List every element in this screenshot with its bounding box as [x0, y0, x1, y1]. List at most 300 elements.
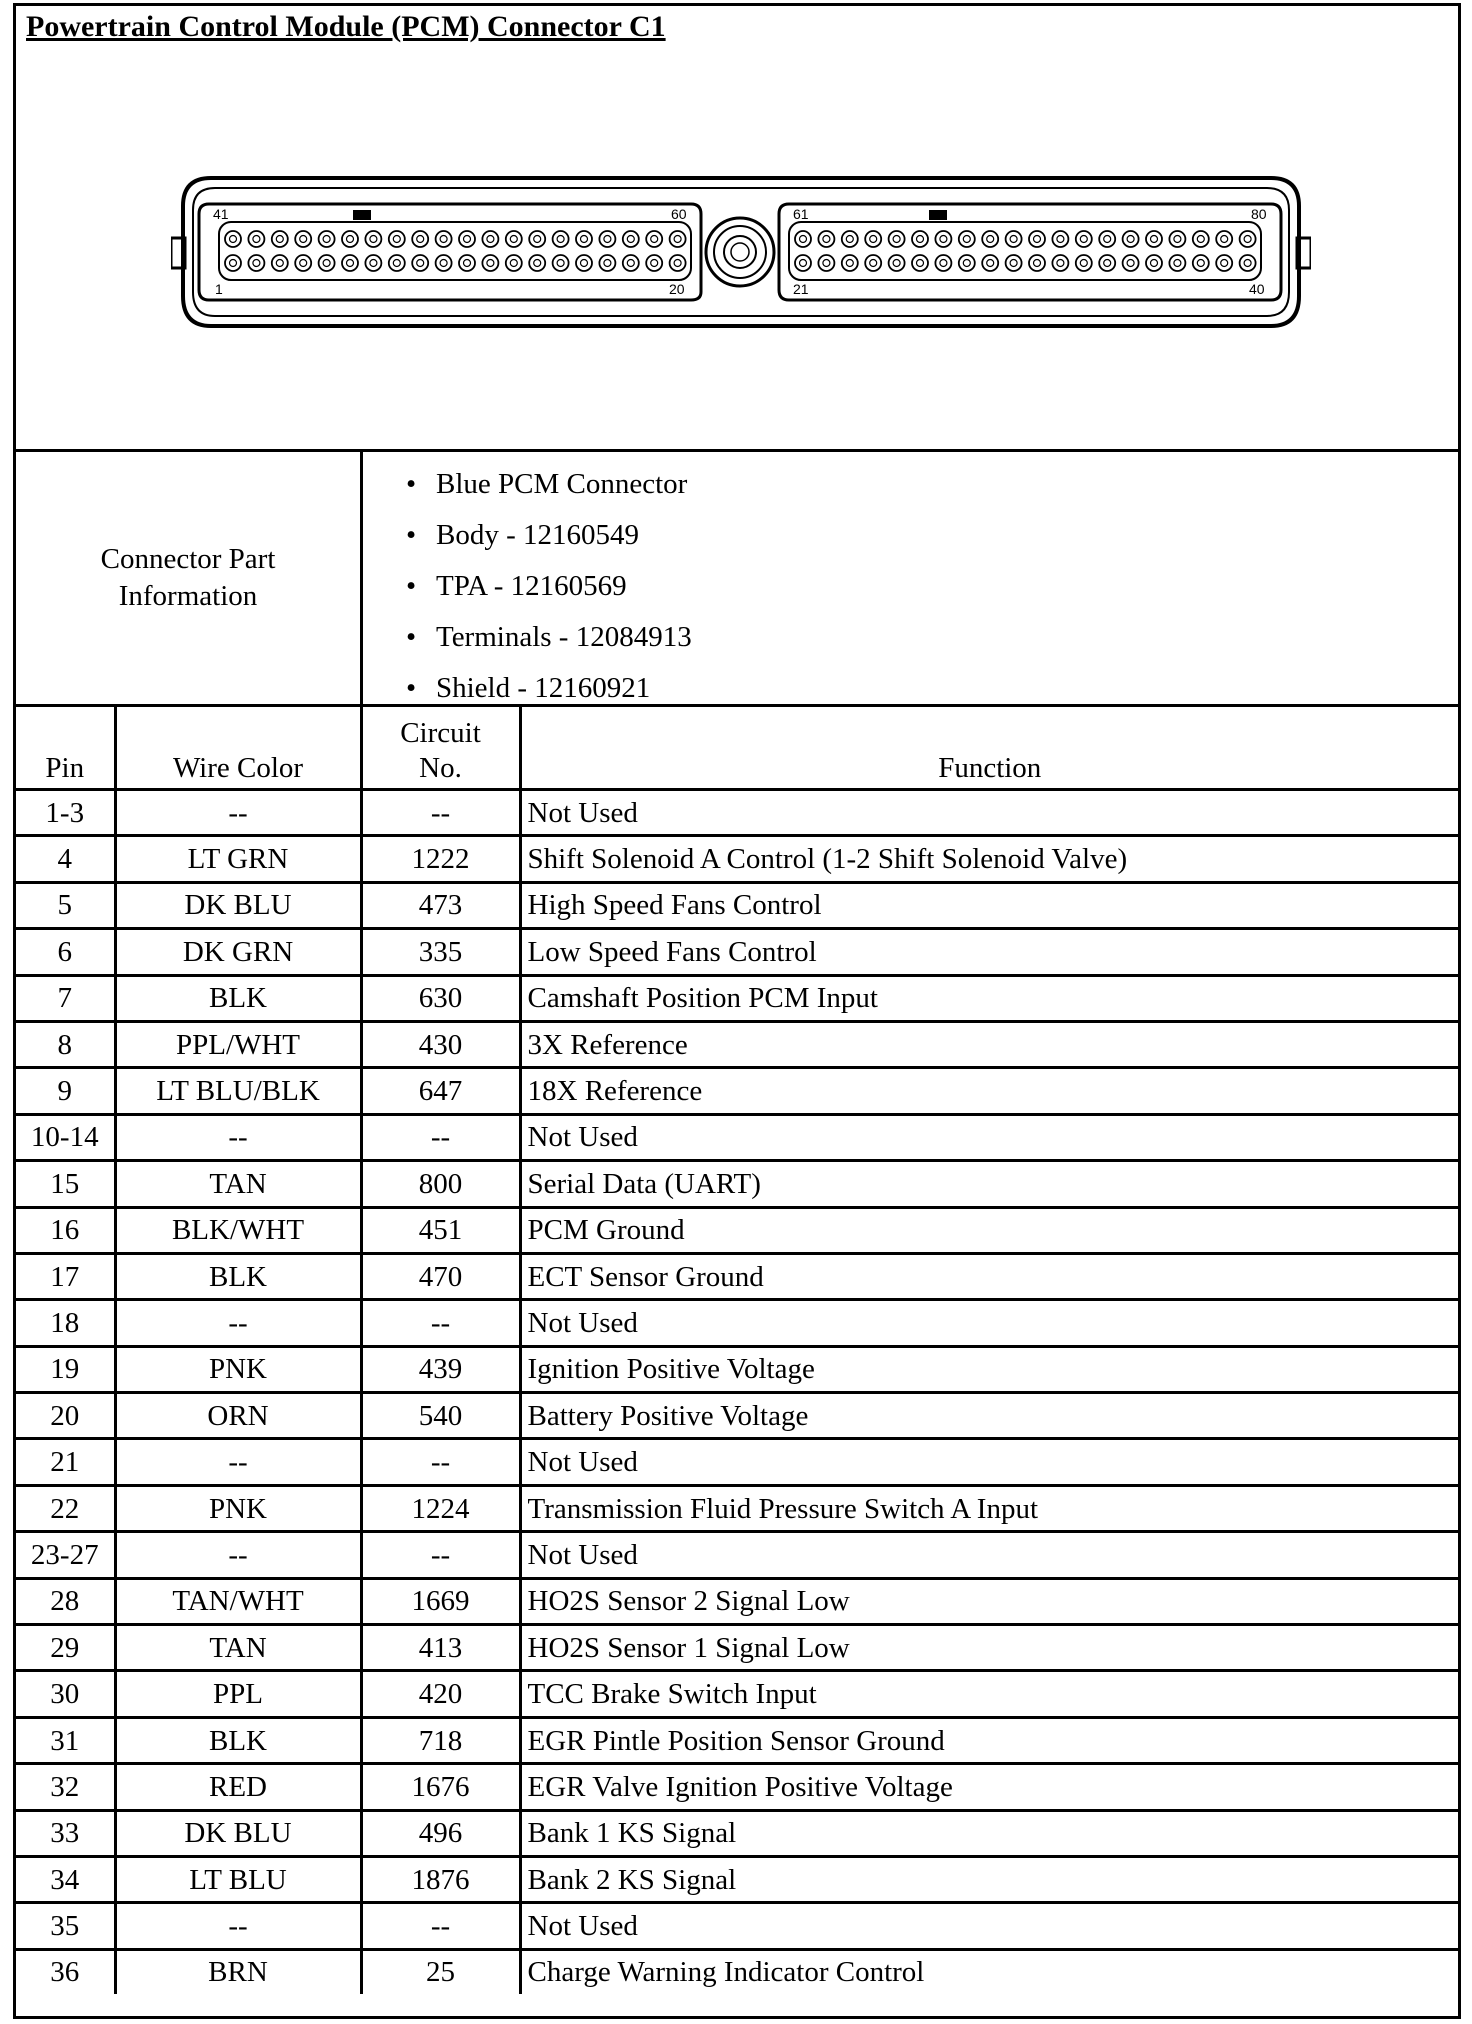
cell-circuit-no: -- [361, 1300, 520, 1346]
cell-function: Low Speed Fans Control [520, 929, 1458, 975]
right-pin-hole [959, 255, 975, 271]
cell-wire-color: -- [115, 790, 361, 836]
cell-function: EGR Pintle Position Sensor Ground [520, 1717, 1458, 1763]
cell-circuit-no: -- [361, 1532, 520, 1578]
left-pin-hole [248, 231, 264, 247]
right-pin-hole [982, 255, 998, 271]
cell-wire-color: BLK [115, 975, 361, 1021]
right-pin-contact [846, 260, 853, 267]
table-row [16, 1021, 1458, 1067]
cell-circuit-no: 473 [361, 882, 520, 928]
table-row [16, 1625, 1458, 1671]
table-row [16, 1903, 1458, 1949]
page-title: Powertrain Control Module (PCM) Connector C1 [26, 10, 666, 43]
header-wire-color: Wire Color [115, 707, 361, 790]
cell-wire-color: TAN [115, 1625, 361, 1671]
cell-pin: 8 [16, 1021, 115, 1067]
left-pin-hole [365, 255, 381, 271]
cell-pin: 4 [16, 836, 115, 882]
right-pin-contact [800, 260, 807, 267]
pinout-table [16, 707, 1458, 1994]
cell-wire-color: TAN/WHT [115, 1578, 361, 1624]
cell-function: HO2S Sensor 2 Signal Low [520, 1578, 1458, 1624]
left-pin-contact [627, 236, 634, 243]
left-pin-contact [627, 260, 634, 267]
right-pin-hole [818, 231, 834, 247]
right-pin-contact [1010, 260, 1017, 267]
right-pin-contact [963, 260, 970, 267]
left-pin-hole [342, 231, 358, 247]
right-pin-hole [842, 255, 858, 271]
right-pin-contact [870, 236, 877, 243]
left-pin-contact [581, 260, 588, 267]
table-row [16, 975, 1458, 1021]
cell-pin: 34 [16, 1856, 115, 1902]
right-pin-contact [870, 260, 877, 267]
left-pin-contact [510, 236, 517, 243]
left-pin-hole [576, 231, 592, 247]
right-pin-hole [842, 231, 858, 247]
cell-wire-color: -- [115, 1532, 361, 1578]
right-pin-hole [1169, 255, 1185, 271]
cell-wire-color: -- [115, 1114, 361, 1160]
table-row [16, 1949, 1458, 1994]
left-pin-hole [670, 255, 686, 271]
cell-wire-color: -- [115, 1903, 361, 1949]
cell-function: Camshaft Position PCM Input [520, 975, 1458, 1021]
right-pin-contact [1197, 236, 1204, 243]
right-pin-hole [1076, 231, 1092, 247]
cell-wire-color: BLK/WHT [115, 1207, 361, 1253]
table-row [16, 1578, 1458, 1624]
right-pin-contact [1174, 236, 1181, 243]
cell-pin: 6 [16, 929, 115, 975]
left-pin-contact [557, 236, 564, 243]
left-pin-contact [276, 260, 283, 267]
left-pin-contact [604, 236, 611, 243]
left-pin-contact [347, 236, 354, 243]
right-pin-hole [1123, 231, 1139, 247]
left-pin-hole [459, 255, 475, 271]
left-pin-block [199, 204, 701, 300]
left-pin-contact [417, 260, 424, 267]
left-pin-contact [464, 260, 471, 267]
cell-circuit-no: 630 [361, 975, 520, 1021]
right-pin-contact [987, 260, 994, 267]
cell-pin: 5 [16, 882, 115, 928]
cell-wire-color: PPL/WHT [115, 1021, 361, 1067]
table-row [16, 1068, 1458, 1114]
cell-function: TCC Brake Switch Input [520, 1671, 1458, 1717]
right-pin-hole [982, 231, 998, 247]
table-row [16, 836, 1458, 882]
pin-label-20: 20 [669, 281, 685, 297]
pin-label-21: 21 [793, 281, 809, 297]
cell-wire-color: LT BLU [115, 1856, 361, 1902]
cell-pin: 10-14 [16, 1114, 115, 1160]
cell-pin: 19 [16, 1346, 115, 1392]
cell-pin: 9 [16, 1068, 115, 1114]
table-row [16, 1346, 1458, 1392]
left-pin-contact [557, 260, 564, 267]
table-row [16, 929, 1458, 975]
cell-function: Serial Data (UART) [520, 1161, 1458, 1207]
left-pin-contact [323, 260, 330, 267]
right-pin-hole [1193, 255, 1209, 271]
table-row [16, 790, 1458, 836]
right-pin-contact [823, 236, 830, 243]
cell-circuit-no: -- [361, 1903, 520, 1949]
cell-pin: 29 [16, 1625, 115, 1671]
table-row [16, 1207, 1458, 1253]
table-row [16, 1856, 1458, 1902]
cell-pin: 28 [16, 1578, 115, 1624]
right-pin-contact [963, 236, 970, 243]
right-pin-hole [1076, 255, 1092, 271]
left-pin-hole [389, 231, 405, 247]
right-pin-contact [1221, 236, 1228, 243]
cell-function: Not Used [520, 1300, 1458, 1346]
cell-circuit-no: 335 [361, 929, 520, 975]
cell-function: 3X Reference [520, 1021, 1458, 1067]
table-row [16, 1253, 1458, 1299]
table-row [16, 1532, 1458, 1578]
cell-function: Not Used [520, 1114, 1458, 1160]
cell-wire-color: RED [115, 1764, 361, 1810]
cell-wire-color: BLK [115, 1717, 361, 1763]
right-pin-hole [889, 231, 905, 247]
left-pin-hole [506, 255, 522, 271]
right-pin-hole [818, 255, 834, 271]
cell-circuit-no: 25 [361, 1949, 520, 1994]
cell-pin: 20 [16, 1393, 115, 1439]
left-pin-contact [276, 236, 283, 243]
cell-function: Not Used [520, 1532, 1458, 1578]
right-pin-contact [1057, 236, 1064, 243]
left-pin-hole [272, 255, 288, 271]
right-pin-contact [987, 236, 994, 243]
right-pin-contact [1244, 260, 1251, 267]
cell-pin: 1-3 [16, 790, 115, 836]
left-pin-hole [365, 231, 381, 247]
table-header-row [16, 707, 1458, 790]
cell-circuit-no: -- [361, 790, 520, 836]
table-row [16, 1439, 1458, 1485]
right-pin-hole [1240, 231, 1256, 247]
part-info-label: Connector Part Information [100, 543, 276, 612]
left-pin-hole [599, 231, 615, 247]
table-row [16, 1161, 1458, 1207]
left-pin-contact [534, 260, 541, 267]
left-pin-hole [459, 231, 475, 247]
right-pin-hole [1006, 255, 1022, 271]
cell-wire-color: -- [115, 1300, 361, 1346]
cell-circuit-no: 1876 [361, 1856, 520, 1902]
cell-function: Bank 1 KS Signal [520, 1810, 1458, 1856]
left-pin-contact [393, 260, 400, 267]
left-pin-contact [300, 236, 307, 243]
cell-circuit-no: -- [361, 1439, 520, 1485]
right-pin-hole [959, 231, 975, 247]
right-pin-contact [1244, 236, 1251, 243]
right-pin-contact [940, 236, 947, 243]
cell-function: ECT Sensor Ground [520, 1253, 1458, 1299]
part-info-item: • TPA - 12160569 [406, 566, 692, 617]
cell-circuit-no: 420 [361, 1671, 520, 1717]
right-pin-contact [800, 236, 807, 243]
cell-function: High Speed Fans Control [520, 882, 1458, 928]
pin-label-61: 61 [793, 206, 809, 222]
right-pin-contact [1104, 236, 1111, 243]
right-pin-hole [865, 255, 881, 271]
right-pin-contact [823, 260, 830, 267]
left-pin-hole [599, 255, 615, 271]
left-pin-hole [389, 255, 405, 271]
left-pin-contact [230, 236, 237, 243]
right-pin-hole [912, 255, 928, 271]
table-row [16, 1485, 1458, 1531]
right-pin-hole [935, 231, 951, 247]
right-pin-hole [1052, 255, 1068, 271]
right-pin-contact [1080, 260, 1087, 267]
cell-function: PCM Ground [520, 1207, 1458, 1253]
cell-function: 18X Reference [520, 1068, 1458, 1114]
left-pin-contact [347, 260, 354, 267]
left-pin-hole [623, 231, 639, 247]
cell-function: HO2S Sensor 1 Signal Low [520, 1625, 1458, 1671]
left-pin-contact [370, 236, 377, 243]
right-pin-contact [1221, 260, 1228, 267]
pin-label-41: 41 [213, 206, 229, 222]
part-info-item: • Body - 12160549 [406, 515, 692, 566]
cell-pin: 35 [16, 1903, 115, 1949]
cell-wire-color: LT GRN [115, 836, 361, 882]
right-pin-contact [940, 260, 947, 267]
left-pin-hole [412, 255, 428, 271]
cell-pin: 17 [16, 1253, 115, 1299]
connector-part-info-section [16, 452, 1458, 707]
cell-circuit-no: 647 [361, 1068, 520, 1114]
title-section [16, 6, 1458, 452]
right-pin-contact [1080, 236, 1087, 243]
cell-function: Transmission Fluid Pressure Switch A Input [520, 1485, 1458, 1531]
cell-pin: 36 [16, 1949, 115, 1994]
pin-label-40: 40 [1249, 281, 1265, 297]
cell-pin: 21 [16, 1439, 115, 1485]
left-pin-contact [253, 260, 260, 267]
table-row [16, 1671, 1458, 1717]
cell-pin: 7 [16, 975, 115, 1021]
pin-label-80: 80 [1251, 206, 1267, 222]
left-pin-hole [319, 255, 335, 271]
left-pin-hole [529, 231, 545, 247]
left-pin-array [225, 231, 686, 271]
cell-function: EGR Valve Ignition Positive Voltage [520, 1764, 1458, 1810]
part-info-item: • Shield - 12160921 [406, 668, 692, 719]
right-pin-contact [1151, 236, 1158, 243]
left-pin-hole [529, 255, 545, 271]
right-pin-hole [1029, 255, 1045, 271]
left-pin-hole [482, 231, 498, 247]
left-pin-contact [440, 236, 447, 243]
right-pin-hole [1216, 231, 1232, 247]
right-pin-hole [1099, 231, 1115, 247]
cell-circuit-no: 413 [361, 1625, 520, 1671]
cell-pin: 31 [16, 1717, 115, 1763]
left-pin-hole [436, 231, 452, 247]
cell-circuit-no: 496 [361, 1810, 520, 1856]
cell-function: Charge Warning Indicator Control [520, 1949, 1458, 1994]
jack-screw-inner [724, 236, 756, 268]
right-pin-hole [1169, 231, 1185, 247]
left-pin-contact [464, 236, 471, 243]
left-pin-hole [295, 231, 311, 247]
connector-diagram [171, 166, 1311, 336]
right-pin-hole [1216, 255, 1232, 271]
right-pin-contact [917, 236, 924, 243]
cell-pin: 33 [16, 1810, 115, 1856]
left-pin-contact [417, 236, 424, 243]
right-pin-contact [1174, 260, 1181, 267]
left-pin-contact [581, 236, 588, 243]
cell-circuit-no: 1222 [361, 836, 520, 882]
right-pin-contact [1197, 260, 1204, 267]
right-pin-hole [1099, 255, 1115, 271]
right-pin-hole [889, 255, 905, 271]
part-info-label-cell [16, 452, 363, 704]
left-pin-contact [651, 236, 658, 243]
table-row [16, 882, 1458, 928]
cell-wire-color: BRN [115, 1949, 361, 1994]
right-pin-hole [1146, 231, 1162, 247]
left-pin-contact [440, 260, 447, 267]
left-pin-hole [576, 255, 592, 271]
left-pin-hole [506, 231, 522, 247]
cell-wire-color: BLK [115, 1253, 361, 1299]
right-pin-hole [1052, 231, 1068, 247]
cell-function: Not Used [520, 1903, 1458, 1949]
right-pin-block [779, 204, 1281, 300]
right-pin-contact [1034, 260, 1041, 267]
left-pin-hole [319, 231, 335, 247]
cell-pin: 16 [16, 1207, 115, 1253]
right-pin-hole [1240, 255, 1256, 271]
left-pin-contact [253, 236, 260, 243]
left-pin-hole [670, 231, 686, 247]
cell-pin: 22 [16, 1485, 115, 1531]
left-pin-contact [487, 236, 494, 243]
cell-wire-color: DK BLU [115, 1810, 361, 1856]
cell-pin: 15 [16, 1161, 115, 1207]
right-pin-hole [1193, 231, 1209, 247]
left-pin-contact [510, 260, 517, 267]
left-pin-hole [623, 255, 639, 271]
part-info-list [406, 464, 692, 719]
part-info-item: • Blue PCM Connector [406, 464, 692, 515]
right-pin-hole [1146, 255, 1162, 271]
cell-wire-color: PNK [115, 1485, 361, 1531]
table-row [16, 1114, 1458, 1160]
right-pin-hole [1123, 255, 1139, 271]
right-pin-contact [846, 236, 853, 243]
header-pin: Pin [16, 707, 115, 790]
cell-function: Shift Solenoid A Control (1-2 Shift Solenoid Valve) [520, 836, 1458, 882]
cell-circuit-no: -- [361, 1114, 520, 1160]
jack-screw-middle [714, 226, 766, 278]
table-row [16, 1393, 1458, 1439]
left-pin-hole [248, 255, 264, 271]
right-pin-contact [1057, 260, 1064, 267]
table-row [16, 1810, 1458, 1856]
left-pin-hole [342, 255, 358, 271]
table-row [16, 1300, 1458, 1346]
left-pin-hole [482, 255, 498, 271]
left-pin-hole [225, 255, 241, 271]
left-pin-contact [651, 260, 658, 267]
cell-circuit-no: 540 [361, 1393, 520, 1439]
right-pin-contact [1127, 260, 1134, 267]
left-pin-hole [553, 231, 569, 247]
right-pin-hole [795, 255, 811, 271]
right-pin-contact [1127, 236, 1134, 243]
right-pin-array [795, 231, 1256, 271]
cell-wire-color: ORN [115, 1393, 361, 1439]
cell-pin: 18 [16, 1300, 115, 1346]
left-pin-field [219, 222, 691, 280]
cell-circuit-no: 1669 [361, 1578, 520, 1624]
left-pin-hole [225, 231, 241, 247]
table-row [16, 1717, 1458, 1763]
document-sheet [13, 3, 1461, 2019]
right-pin-hole [912, 231, 928, 247]
cell-function: Battery Positive Voltage [520, 1393, 1458, 1439]
left-pin-hole [272, 231, 288, 247]
right-pin-contact [917, 260, 924, 267]
left-pin-contact [230, 260, 237, 267]
jack-screw-core [731, 243, 749, 261]
header-circuit-no: Circuit No. [361, 707, 520, 790]
cell-pin: 23-27 [16, 1532, 115, 1578]
right-pin-hole [865, 231, 881, 247]
left-pin-contact [674, 260, 681, 267]
part-info-item: • Terminals - 12084913 [406, 617, 692, 668]
cell-circuit-no: 718 [361, 1717, 520, 1763]
right-key-mark [929, 210, 947, 220]
table-row [16, 1764, 1458, 1810]
pin-label-1: 1 [215, 281, 223, 297]
pin-label-60: 60 [671, 206, 687, 222]
left-pin-hole [553, 255, 569, 271]
right-pin-contact [1151, 260, 1158, 267]
cell-wire-color: PNK [115, 1346, 361, 1392]
left-pin-hole [412, 231, 428, 247]
connector-housing-inner [193, 188, 1289, 316]
left-pin-contact [370, 260, 377, 267]
cell-circuit-no: 1676 [361, 1764, 520, 1810]
cell-circuit-no: 439 [361, 1346, 520, 1392]
right-pin-field [789, 222, 1261, 280]
right-pin-contact [893, 260, 900, 267]
cell-wire-color: DK GRN [115, 929, 361, 975]
left-key-mark [353, 210, 371, 220]
cell-circuit-no: 470 [361, 1253, 520, 1299]
right-pin-contact [1010, 236, 1017, 243]
right-pin-hole [935, 255, 951, 271]
left-pin-hole [436, 255, 452, 271]
cell-circuit-no: 800 [361, 1161, 520, 1207]
header-function: Function [520, 707, 1458, 790]
left-pin-contact [534, 236, 541, 243]
